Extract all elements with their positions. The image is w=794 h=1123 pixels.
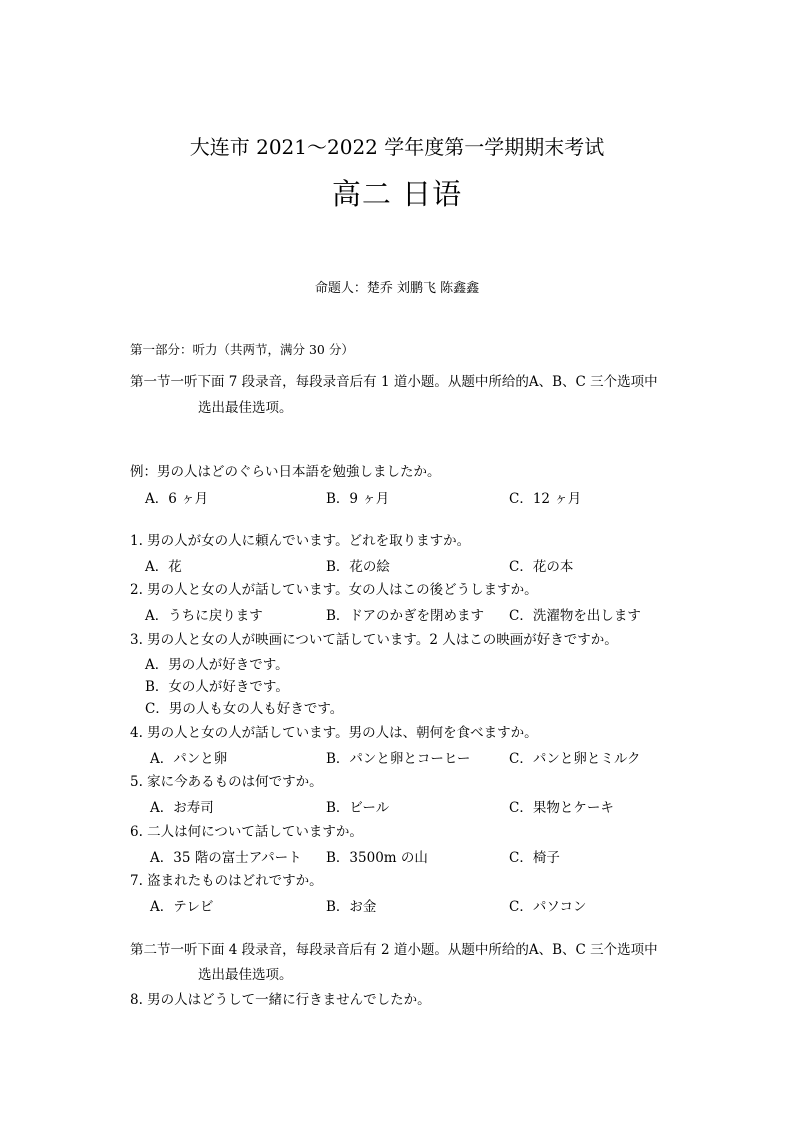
question-7: 7. 盗まれたものはどれですか。 [130, 873, 323, 889]
question-4: 4. 男の人と女の人が話しています。男の人は、朝何を食べますか。 [130, 725, 538, 741]
section2-instruction-line2: 选出最佳选项。 [198, 967, 293, 983]
q5-option-a: A．お寿司 [150, 800, 214, 816]
question-8: 8. 男の人はどうして一緒に行きませんでしたか。 [130, 992, 431, 1008]
example-question: 例：男の人はどのぐらい日本語を勉強しましたか。 [130, 464, 441, 480]
question-6: 6. 二人は何について話していますか。 [130, 824, 363, 840]
section1-instruction-line1: 第一节一听下面 7 段录音，每段录音后有 1 道小题。从题中所给的A、B、C 三个选项中 [130, 374, 658, 390]
example-option-a: A．6 ヶ月 [145, 491, 209, 507]
q7-option-a: A．テレビ [150, 899, 214, 915]
part1-heading: 第一部分：听力（共两节，满分 30 分） [130, 342, 354, 357]
question-1: 1. 男の人が女の人に頼んでいます。どれを取りますか。 [130, 533, 471, 549]
q6-option-b: B．3500m の山 [326, 850, 428, 866]
section2-instruction-line1: 第二节一听下面 4 段录音，每段录音后有 2 道小题。从题中所给的A、B、C 三个选项中 [130, 942, 658, 958]
question-3: 3. 男の人と女の人が映画について話しています。2 人はこの映画が好きですか。 [130, 632, 618, 648]
exam-subject: 高二 日语 [331, 177, 463, 211]
q4-option-a: A．パンと卵 [150, 751, 228, 767]
exam-title: 大连市 2021～2022 学年度第一学期期末考试 [189, 135, 605, 159]
q4-option-b: B．パンと卵とコーヒー [326, 751, 471, 767]
q1-option-a: A．花 [145, 559, 182, 575]
q5-option-b: B．ビール [326, 800, 390, 816]
question-5: 5. 家に今あるものは何ですか。 [130, 774, 323, 790]
question-2: 2. 男の人と女の人が話しています。女の人はこの後どうしますか。 [130, 582, 538, 598]
q4-option-c: C．パンと卵とミルク [509, 751, 641, 767]
q3-option-a: A．男の人が好きです。 [145, 657, 289, 673]
q2-option-c: C．洗濯物を出します [509, 608, 641, 624]
q3-option-c: C．男の人も女の人も好きです。 [145, 701, 344, 717]
exam-authors: 命题人：楚乔 刘鹏飞 陈鑫鑫 [314, 281, 480, 296]
q1-option-b: B．花の絵 [326, 559, 390, 575]
example-option-c: C．12 ヶ月 [509, 491, 582, 507]
q5-option-c: C．果物とケーキ [509, 800, 614, 816]
example-option-b: B．9 ヶ月 [326, 491, 390, 507]
q7-option-b: B．お金 [326, 899, 377, 915]
q6-option-a: A．35 階の富士アパート [150, 850, 302, 866]
q1-option-c: C．花の本 [509, 559, 574, 575]
q3-option-b: B．女の人が好きです。 [145, 679, 289, 695]
q2-option-a: A．うちに戻ります [145, 608, 263, 624]
q7-option-c: C．パソコン [509, 899, 587, 915]
q2-option-b: B．ドアのかぎを閉めます [326, 608, 485, 624]
section1-instruction-line2: 选出最佳选项。 [198, 400, 293, 416]
q6-option-c: C．椅子 [509, 850, 560, 866]
